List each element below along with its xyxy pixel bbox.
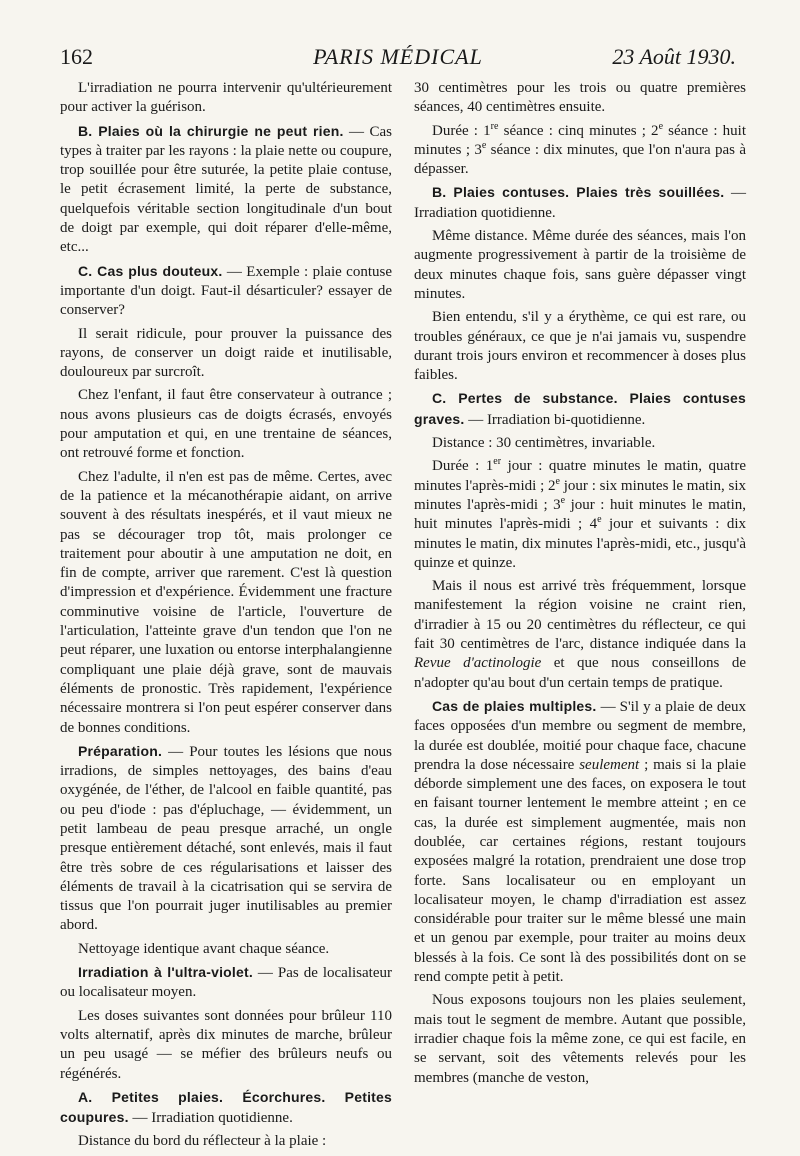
paragraph-text: Nettoyage identique avant chaque séance.	[78, 940, 330, 957]
paragraph	[414, 434, 746, 453]
paragraph	[60, 468, 392, 738]
paragraph-text: — Irradiation quotidienne.	[414, 185, 747, 221]
italic-text: Revue d'actinologie	[414, 655, 542, 672]
paragraph	[414, 389, 746, 430]
paragraph	[60, 742, 392, 936]
paragraph	[414, 457, 746, 573]
paragraph-text-tail: ; mais si la plaie déborde simplement une des faces, on exposera le tout en faisant tourner lentement le membre atteint ; en ce cas, la durée est simplement augmentée, mais non doublée, car certaines régions, restant toujours exposées malgré la rotation, prendraient une dose trop forte. Sans localisateur ou en employant un localisateur moyen, le champ d'irradiation est assez considérable pour traiter sur le même blessé une main et un genou par exemple, pour traiter au moins deux blessés à la fois. Ce sont là des possibilités dont on se rend compte petit à petit.	[414, 756, 746, 986]
left-column	[60, 79, 392, 1156]
right-column	[414, 79, 746, 1092]
paragraph	[60, 262, 392, 321]
italic-text: seulement	[579, 756, 640, 773]
paragraph-text: — Pour toutes les lésions que nous irradions, de simples nettoyages, des bains d'eau oxygénée, de l'éther, de l'alcool en faible quantité, pas ou peu d'iode : pas d'épluchage, — évidemment, un petit lambeau de peau presque arraché, un ongle presque entièrement détaché, sont enlevés, mais il faut être très sobre de ces régularisations et laisser des éléments de travail à la cicatrisation qui se servira de tissus que l'on pourrait juger inutilisables au premier abord.	[60, 743, 392, 934]
section-heading: B. Plaies contuses. Plaies très souillées.	[432, 184, 725, 201]
section-heading: B. Plaies où la chirurgie ne peut rien.	[78, 122, 344, 139]
paragraph	[60, 1132, 392, 1151]
paragraph-text: Durée : 1er jour : quatre minutes le matin, quatre minutes l'après-midi ; 2e jour : six minutes le matin, six minutes l'après-midi ; 3e jour : huit minutes le matin, huit minutes l'après-midi ; 4e jour et suivants : dix minutes le matin, dix minutes l'après-midi, etc., jusqu'à quinze et quinze.	[414, 456, 746, 571]
paragraph-text: Bien entendu, s'il y a érythème, ce qui est rare, ou troubles généraux, ce que je n'ai jamais vu, suspendre durant trois jours environ et recommencer à doses plus faibles.	[414, 309, 746, 384]
paragraph	[414, 79, 746, 118]
paragraph	[414, 991, 746, 1087]
paragraph-text: Durée : 1re séance : cinq minutes ; 2e séance : huit minutes ; 3e séance : dix minutes, que l'on n'aura pas à dépasser.	[414, 120, 746, 178]
paragraph-text: — Exemple : plaie contuse importante d'un doigt. Faut-il désarticuler? essayer de conserver?	[60, 263, 392, 319]
section-heading: Cas de plaies multiples.	[432, 697, 597, 714]
paragraph	[60, 940, 392, 959]
section-heading: Préparation.	[78, 742, 163, 759]
paragraph-text-tail: et que nous conseillons de n'adopter qu'au bout d'un certain temps de pratique.	[414, 655, 746, 691]
paragraph-text: — Pas de localisateur ou localisateur moyen.	[60, 965, 392, 1001]
paragraph	[414, 227, 746, 304]
section-heading: A. Petites plaies. Écorchures. Petites coupures.	[60, 1088, 392, 1126]
paragraph-text: Chez l'enfant, il faut être conservateur à outrance ; nous avons plusieurs cas de doigts écrasés, envoyés pour amputation et qui, en une trentaine de séances, ont retrouvé forme et fonction.	[60, 387, 392, 462]
paragraph-text: Distance : 30 centimètres, invariable.	[432, 435, 656, 452]
paragraph	[414, 308, 746, 385]
paragraph-text: — Irradiation quotidienne.	[128, 1110, 293, 1127]
paragraph-text: — Irradiation bi-quotidienne.	[464, 411, 646, 428]
paragraph	[60, 963, 392, 1003]
paragraph-text: Il serait ridicule, pour prouver la puissance des rayons, de conserver un doigt raide et inutilisable, douloureux par surcroît.	[60, 325, 392, 381]
paragraph	[60, 122, 392, 258]
section-heading: Irradiation à l'ultra-violet.	[78, 964, 253, 981]
issue-date: 23 Août 1930.	[612, 44, 736, 69]
journal-title: PARIS MÉDICAL	[313, 44, 483, 69]
paragraph-text: L'irradiation ne pourra intervenir qu'ultérieurement pour activer la guérison.	[60, 80, 392, 116]
paragraph	[60, 1007, 392, 1084]
section-heading: C. Cas plus douteux.	[78, 262, 223, 279]
paragraph-text: Mais il nous est arrivé très fréquemment, lorsque manifestement la région voisine ne craint rien, d'irradier à 15 ou 20 centimètres du réflecteur, ce qui fait 30 centimètres de l'arc, distance indiquée dans la	[414, 578, 746, 653]
paragraph	[60, 79, 392, 118]
paragraph-text: Même distance. Même durée des séances, mais l'on augmente progressivement à partir de la troisième de deux minutes chaque fois, sans guère dépasser vingt minutes.	[414, 228, 746, 302]
paragraph	[414, 577, 746, 693]
paragraph-text: Nous exposons toujours non les plaies seulement, mais tout le segment de membre. Autant que possible, irradier chaque fois la même zone, ce qui est facile, en se servant, soit des vêtements relevés pour les membres (manche de veston,	[414, 992, 746, 1086]
paragraph	[414, 183, 746, 223]
running-header	[60, 44, 736, 74]
paragraph	[414, 122, 746, 180]
paragraph	[414, 697, 746, 987]
paragraph-text: Chez l'adulte, il n'en est pas de même. Certes, avec de la patience et la mécanothérapie aidant, on arrive souvent à des résultats inespérés, et il vaut mieux ne pas se décourager trop tôt, mais prolonger ce traitement pour aboutir à une amputation ne doit, en fin de compte, arriver que rarement. C'est là question d'impression et d'expérience. Évidemment une fracture comminutive voisine de l'article, l'ouverture de l'articulation, l'atteinte grave d'un tendon que l'on ne peut réparer, une luxation ou entorse interphalangienne compliquant une plaie déjà grave, sont de mauvais éléments de pronostic. Très rapidement, l'expérience nécessaire montrera si l'on peut espérer conserver dans de bonnes conditions.	[60, 468, 392, 736]
paragraph-text: — Cas types à traiter par les rayons : la plaie nette ou coupure, trop souillée pour être suturée, la petite plaie contuse, le petit écrasement limité, la perte de substance, quelquefois véritable section longitudinale d'un bout de doigt par exemple, qui doit réparer d'elle-même, etc...	[60, 123, 392, 256]
paragraph-text: 30 centimètres pour les trois ou quatre premières séances, 40 centimètres ensuite.	[414, 80, 746, 116]
page-number: 162	[60, 44, 93, 69]
paragraph-text: Distance du bord du réflecteur à la plaie :	[78, 1133, 327, 1150]
paragraph	[60, 386, 392, 463]
section-heading: C. Pertes de substance. Plaies contuses graves.	[414, 390, 746, 427]
paragraph	[60, 1088, 392, 1129]
paragraph	[60, 325, 392, 383]
paragraph-text: Les doses suivantes sont données pour brûleur 110 volts alternatif, après dix minutes de marche, brûleur un peu usagé — se méfier des brûleurs neufs ou régénérés.	[60, 1007, 392, 1082]
paragraph-text: — S'il y a plaie de deux faces opposées d'un membre ou segment de membre, la durée est doublée, moitié pour chaque face, chacune prendra la dose nécessaire	[414, 698, 746, 773]
